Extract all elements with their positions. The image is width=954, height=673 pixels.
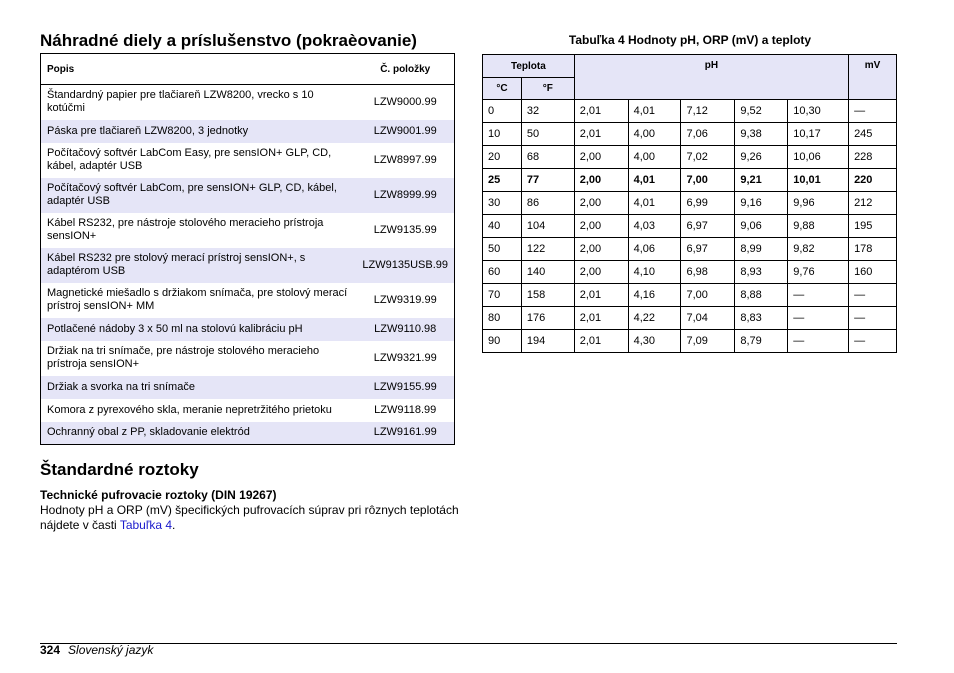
temp-celsius: 80: [483, 307, 522, 330]
part-description: Komora z pyrexového skla, meranie nepretržitého prietoku: [47, 403, 332, 416]
ph-value-2: 4,01: [628, 169, 681, 192]
part-item-number: LZW8997.99: [373, 153, 437, 166]
ph-table-row: [483, 215, 897, 238]
temp-fahrenheit: 50: [521, 123, 574, 146]
ph-value-3: 6,97: [681, 238, 735, 261]
part-item-number: LZW8999.99: [373, 188, 437, 201]
ph-value-3: 7,00: [681, 169, 735, 192]
parts-table-row: [41, 120, 455, 143]
parts-table-row: [41, 213, 455, 248]
temp-celsius: 70: [483, 284, 522, 307]
ph-table-row: [483, 192, 897, 215]
ph-value-4: 9,06: [735, 215, 788, 238]
ph-table-row: [483, 238, 897, 261]
ph-value-3: 6,98: [681, 261, 735, 284]
parts-table-row: [41, 422, 455, 445]
ph-value-3: 7,02: [681, 146, 735, 169]
part-description: Páska pre tlačiareň LZW8200, 3 jednotky: [47, 124, 249, 137]
ph-table-row: [483, 100, 897, 123]
ph-table-row: [483, 146, 897, 169]
ph-value-5: 9,76: [788, 261, 849, 284]
mv-value: 212: [849, 192, 897, 215]
header-celsius: °C: [483, 78, 522, 100]
mv-value: 228: [849, 146, 897, 169]
header-ph: pH: [574, 55, 848, 100]
parts-table-row: [41, 376, 455, 399]
temp-celsius: 20: [483, 146, 522, 169]
body-paragraph: [40, 503, 460, 533]
part-description: Štandardný papier pre tlačiareň LZW8200, vrecko s 10 kotúčmi: [47, 89, 314, 115]
subheading-technical-buffers: Technické pufrovacie roztoky (DIN 19267): [40, 488, 277, 502]
parts-table-row: [41, 399, 455, 422]
header-temperature: Teplota: [483, 55, 575, 78]
part-item-number: LZW9135USB.99: [362, 258, 448, 271]
page-number: 324: [40, 643, 61, 657]
ph-value-2: 4,22: [628, 307, 681, 330]
parts-table-row: [41, 318, 455, 341]
ph-value-5: 10,30: [788, 100, 849, 123]
ph-value-5: 9,96: [788, 192, 849, 215]
section-heading-spare-parts: Náhradné diely a príslušenstvo (pokraèovanie): [40, 31, 417, 50]
ph-value-4: 8,83: [735, 307, 788, 330]
ph-value-2: 4,01: [628, 192, 681, 215]
part-description: Magnetické miešadlo s držiakom snímača, pre stolový merací prístroj sensION+ MM: [47, 287, 348, 312]
temp-fahrenheit: 158: [521, 284, 574, 307]
part-item-number: LZW9319.99: [373, 293, 437, 306]
column-header-item-number: Č. položky: [356, 54, 454, 85]
temp-fahrenheit: 68: [521, 146, 574, 169]
part-description: Držiak a svorka na tri snímače: [47, 380, 195, 393]
temp-fahrenheit: 122: [521, 238, 574, 261]
ph-value-1: 2,00: [574, 215, 628, 238]
temp-celsius: 30: [483, 192, 522, 215]
ph-value-3: 7,00: [681, 284, 735, 307]
ph-value-3: 7,06: [681, 123, 735, 146]
ph-value-2: 4,16: [628, 284, 681, 307]
ph-value-5: —: [788, 307, 849, 330]
ph-value-4: 8,99: [735, 238, 788, 261]
ph-value-1: 2,00: [574, 261, 628, 284]
parts-table-row: [41, 248, 455, 283]
part-description: Počítačový softvér LabCom, pre sensION+ GLP, CD, kábel, adaptér USB: [47, 182, 337, 207]
ph-value-2: 4,00: [628, 123, 681, 146]
parts-table-row: [41, 85, 455, 120]
mv-value: 160: [849, 261, 897, 284]
mv-value: —: [849, 307, 897, 330]
ph-value-2: 4,10: [628, 261, 681, 284]
ph-value-1: 2,00: [574, 238, 628, 261]
ph-value-5: 9,82: [788, 238, 849, 261]
ph-value-1: 2,01: [574, 123, 628, 146]
part-item-number: LZW9110.98: [374, 322, 437, 335]
temp-celsius: 50: [483, 238, 522, 261]
parts-table-row: [41, 283, 455, 318]
section-heading-standard-solutions: Štandardné roztoky: [40, 460, 199, 479]
temp-celsius: 0: [483, 100, 522, 123]
mv-value: 220: [849, 169, 897, 192]
ph-value-4: 9,26: [735, 146, 788, 169]
ph-value-3: 6,99: [681, 192, 735, 215]
table-reference-link[interactable]: Tabuľka 4: [119, 518, 173, 532]
ph-value-3: 6,97: [681, 215, 735, 238]
ph-value-1: 2,01: [574, 284, 628, 307]
ph-value-4: 8,88: [735, 284, 788, 307]
temp-celsius: 60: [483, 261, 522, 284]
ph-table-row: [483, 123, 897, 146]
mv-value: —: [849, 330, 897, 353]
part-item-number: LZW9135.99: [373, 223, 437, 236]
ph-value-2: 4,06: [628, 238, 681, 261]
paragraph-text: Hodnoty pH a ORP (mV) špecifických pufrovacích súprav pri rôznych teplotách nájdete v časti: [40, 503, 459, 532]
ph-value-2: 4,03: [628, 215, 681, 238]
ph-value-2: 4,00: [628, 146, 681, 169]
part-description: Potlačené nádoby 3 x 50 ml na stolovú kalibráciu pH: [47, 322, 303, 335]
ph-value-4: 8,93: [735, 261, 788, 284]
footer-divider: [40, 643, 897, 644]
mv-value: —: [849, 100, 897, 123]
ph-value-5: —: [788, 330, 849, 353]
table-caption: Tabuľka 4 Hodnoty pH, ORP (mV) a teploty: [568, 33, 812, 47]
ph-table-header-row-1: [483, 55, 897, 78]
part-item-number: LZW9118.99: [374, 403, 437, 416]
part-item-number: LZW9321.99: [373, 351, 437, 364]
mv-value: —: [849, 284, 897, 307]
ph-value-3: 7,04: [681, 307, 735, 330]
ph-value-4: 9,16: [735, 192, 788, 215]
ph-table-row: [483, 261, 897, 284]
parts-table-row: [41, 178, 455, 213]
ph-value-5: 10,01: [788, 169, 849, 192]
temp-fahrenheit: 194: [521, 330, 574, 353]
part-description: Držiak na tri snímače, pre nástroje stolového meracieho prístroja sensION+: [47, 345, 320, 370]
temp-celsius: 90: [483, 330, 522, 353]
mv-value: 195: [849, 215, 897, 238]
ph-value-1: 2,00: [574, 146, 628, 169]
part-item-number: LZW9161.99: [373, 426, 437, 439]
temp-celsius: 10: [483, 123, 522, 146]
temp-fahrenheit: 104: [521, 215, 574, 238]
ph-table-row: [483, 307, 897, 330]
ph-table-row: [483, 330, 897, 353]
ph-table-row: [483, 284, 897, 307]
part-description: Kábel RS232, pre nástroje stolového meracieho prístroja sensION+: [47, 217, 324, 242]
ph-value-1: 2,00: [574, 169, 628, 192]
mv-value: 245: [849, 123, 897, 146]
ph-value-1: 2,01: [574, 100, 628, 123]
temp-fahrenheit: 176: [521, 307, 574, 330]
part-description: Počítačový softvér LabCom Easy, pre sensION+ GLP, CD, kábel, adaptér USB: [47, 147, 332, 172]
temp-celsius: 25: [483, 169, 522, 192]
ph-orp-temperature-table: [482, 54, 897, 353]
mv-value: 178: [849, 238, 897, 261]
paragraph-end: .: [172, 518, 176, 532]
ph-value-4: 9,21: [735, 169, 788, 192]
temp-fahrenheit: 86: [521, 192, 574, 215]
ph-value-1: 2,01: [574, 330, 628, 353]
ph-value-1: 2,01: [574, 307, 628, 330]
ph-value-4: 9,52: [735, 100, 788, 123]
temp-fahrenheit: 140: [521, 261, 574, 284]
temp-celsius: 40: [483, 215, 522, 238]
ph-value-3: 7,09: [681, 330, 735, 353]
ph-value-5: 9,88: [788, 215, 849, 238]
part-description: Ochranný obal z PP, skladovanie elektród: [47, 426, 250, 439]
ph-value-5: 10,17: [788, 123, 849, 146]
temp-fahrenheit: 77: [521, 169, 574, 192]
header-fahrenheit: °F: [521, 78, 574, 100]
part-item-number: LZW9001.99: [373, 124, 437, 137]
footer-language: Slovenský jazyk: [68, 643, 154, 657]
part-item-number: LZW9000.99: [373, 95, 437, 108]
temp-fahrenheit: 32: [521, 100, 574, 123]
ph-value-2: 4,30: [628, 330, 681, 353]
header-mv: mV: [849, 55, 897, 100]
ph-value-4: 8,79: [735, 330, 788, 353]
parts-table-row: [41, 341, 455, 376]
ph-value-1: 2,00: [574, 192, 628, 215]
ph-value-5: 10,06: [788, 146, 849, 169]
part-item-number: LZW9155.99: [373, 380, 437, 393]
page-footer: [40, 643, 153, 657]
ph-value-5: —: [788, 284, 849, 307]
ph-value-3: 7,12: [681, 100, 735, 123]
spare-parts-table: [40, 53, 455, 445]
column-header-description: Popis: [41, 54, 357, 85]
parts-table-header-row: [41, 54, 455, 85]
ph-table-row: [483, 169, 897, 192]
ph-value-2: 4,01: [628, 100, 681, 123]
ph-value-4: 9,38: [735, 123, 788, 146]
part-description: Kábel RS232 pre stolový merací prístroj sensION+, s adaptérom USB: [47, 252, 306, 277]
parts-table-row: [41, 143, 455, 178]
